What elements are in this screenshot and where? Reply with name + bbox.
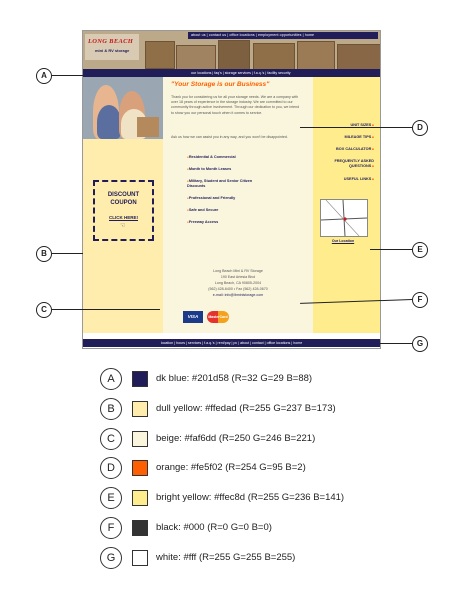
- person-shirt: [97, 105, 121, 139]
- legend-label: dull yellow: #ffedad (R=255 G=237 B=173): [156, 403, 336, 414]
- legend-label: dk blue: #201d58 (R=32 G=29 B=88): [156, 373, 313, 384]
- header-photo-boxes: [297, 41, 335, 69]
- logo[interactable]: [85, 34, 139, 60]
- legend-letter: F: [100, 517, 122, 539]
- legend-letter: A: [100, 368, 122, 390]
- header-photo-boxes: [253, 43, 295, 69]
- callout-line: [370, 249, 412, 250]
- address-line: (562) 428-6400 • Fax (562) 428-0670: [208, 287, 268, 291]
- callout-line: [300, 127, 412, 128]
- moving-box: [137, 117, 159, 137]
- coupon-title: DISCOUNT: [107, 192, 140, 198]
- color-swatch: [132, 520, 148, 536]
- header-photo-boxes: [145, 41, 175, 69]
- ask-paragraph: Ask us how we can assist you in any way, and you won't be disappointed.: [171, 135, 288, 139]
- sub-nav[interactable]: our locations | faq's | storage services | f.a.q.'s | facility security: [83, 69, 380, 77]
- map-label[interactable]: Our Location: [331, 239, 355, 243]
- color-swatch: [132, 490, 148, 506]
- address-line: 190 East Artesia Blvd: [220, 275, 256, 279]
- callout-line: [380, 343, 412, 344]
- callout-line: [52, 309, 160, 310]
- callout-d: D: [412, 120, 428, 136]
- color-swatch: [132, 431, 148, 447]
- callout-line: [52, 75, 83, 76]
- legend-letter: E: [100, 487, 122, 509]
- legend-letter: G: [100, 547, 122, 569]
- callout-c: C: [36, 302, 52, 318]
- callout-a: A: [36, 68, 52, 84]
- sidebar-link-mileage-tips[interactable]: MILEAGE TIPS ■: [319, 135, 374, 140]
- header-photo-boxes: [176, 45, 216, 69]
- legend-letter: B: [100, 398, 122, 420]
- coupon-subtitle: COUPON: [110, 200, 137, 206]
- header-banner: [83, 31, 380, 69]
- legend-label: white: #fff (R=255 G=255 B=255): [156, 552, 296, 563]
- sidebar-link-faq[interactable]: FREQUENTLY ASKED QUESTIONS ■: [319, 159, 374, 169]
- legend-label: beige: #faf6dd (R=250 G=246 B=221): [156, 433, 316, 444]
- logo-title: LONG BEACH: [88, 38, 134, 45]
- header-photo-boxes: [218, 40, 250, 69]
- bullet-item: ● Safe and Secure: [187, 208, 307, 213]
- legend-label: bright yellow: #ffec8d (R=255 G=236 B=141): [156, 492, 345, 503]
- logo-subtitle: mini & RV storage: [95, 48, 130, 53]
- bullet-item: ● Freeway Access: [187, 220, 307, 225]
- tagline: "Your Storage is our Business": [171, 81, 270, 88]
- top-nav[interactable]: about us | contact us | office locations | employment opportunities | home: [188, 32, 378, 39]
- bullet-item: ● Professional and Friendly: [187, 196, 307, 201]
- callout-f: F: [412, 292, 428, 308]
- color-swatch: [132, 371, 148, 387]
- callout-line: [52, 253, 83, 254]
- bullet-item: ● Month to Month Leases: [187, 167, 307, 172]
- color-swatch: [132, 401, 148, 417]
- callout-e: E: [412, 242, 428, 258]
- color-swatch: [132, 460, 148, 476]
- bullet-item: ● Military, Student and Senior Citizen Discounts: [187, 179, 257, 189]
- people-photo: [83, 77, 163, 139]
- callout-g: G: [412, 336, 428, 352]
- legend-letter: D: [100, 457, 122, 479]
- legend-label: black: #000 (R=0 G=0 B=0): [156, 522, 272, 533]
- legend-letter: C: [100, 428, 122, 450]
- location-map[interactable]: [320, 199, 368, 237]
- footer-nav[interactable]: location | hours | services | f.a.q.'s | rent/pay | pc | about | contact | office locations | home: [83, 339, 380, 347]
- discount-coupon[interactable]: [93, 180, 154, 241]
- bullet-item: ● Residential & Commercial: [187, 155, 307, 160]
- coupon-link[interactable]: CLICK HERE!: [109, 215, 138, 220]
- header-photo-boxes: [337, 44, 380, 69]
- address-line: Long Beach, CA 90805-2004: [214, 281, 262, 285]
- color-swatch: [132, 550, 148, 566]
- intro-paragraph: Thank you for considering us for all your storage needs. We are a company with over 18 years of experience in the storage industry. We are committed to our community through active involvement. Through our dedication to you, we intend to show you our personal touch when it comes to service.: [171, 95, 300, 115]
- visa-logo: VISA: [183, 311, 203, 323]
- address-line: Long Beach Mini & RV Storage: [213, 269, 263, 273]
- sidebar-link-unit-sizes[interactable]: UNIT SIZES ■: [319, 123, 374, 128]
- pointer-icon: ☜: [120, 223, 126, 229]
- color-legend: [100, 368, 400, 588]
- sidebar-link-useful-links[interactable]: USEFUL LINKS ■: [319, 177, 374, 182]
- mastercard-logo: MasterCard: [207, 311, 229, 323]
- sidebar-link-box-calculator[interactable]: BOX CALCULATOR ■: [319, 147, 374, 152]
- callout-b: B: [36, 246, 52, 262]
- legend-label: orange: #fe5f02 (R=254 G=95 B=2): [156, 462, 306, 473]
- email-link[interactable]: e-mail: info@lbministorage.com: [212, 293, 264, 297]
